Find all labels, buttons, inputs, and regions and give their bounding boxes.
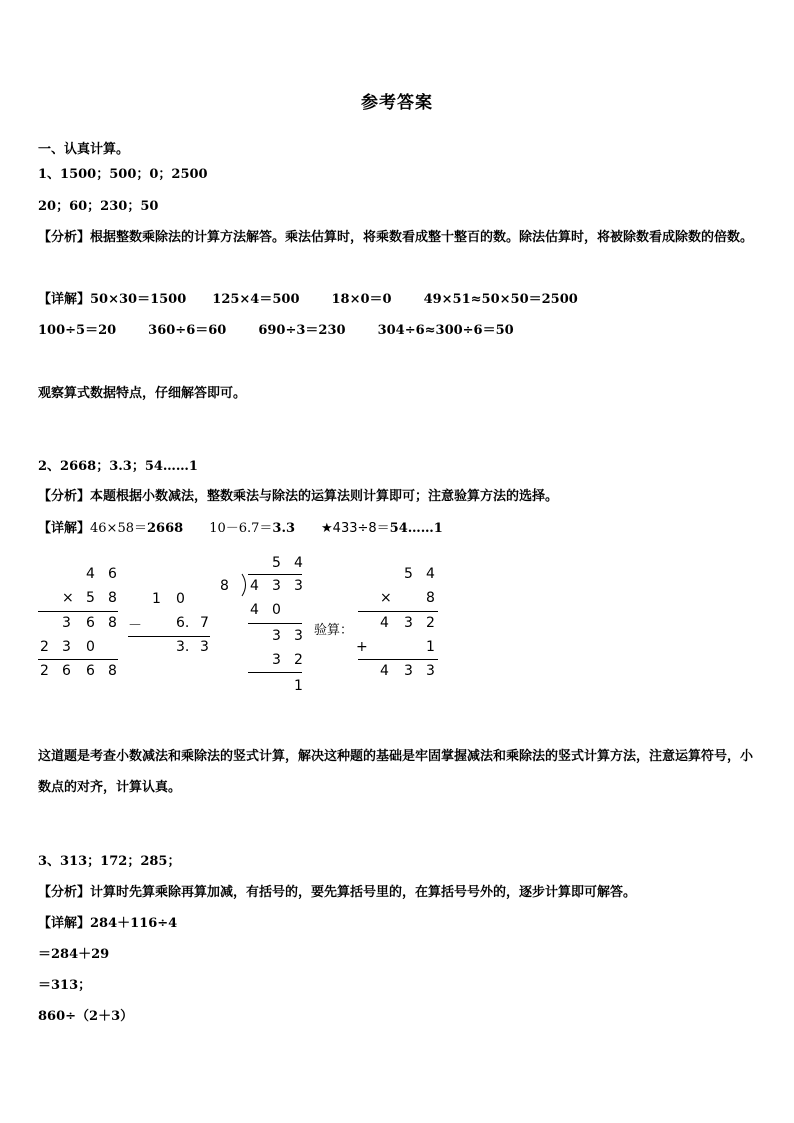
expr-result: 54……1 — [389, 521, 443, 536]
digit: 3 — [272, 652, 281, 668]
division-bar — [248, 574, 302, 575]
expr-result: 2668 — [147, 521, 184, 536]
digit: 2 — [426, 615, 435, 631]
digit: 5 — [86, 590, 95, 606]
division-bracket-icon — [240, 573, 250, 597]
digit: 0 — [176, 591, 185, 607]
operator: × — [380, 590, 392, 606]
operator: － — [128, 618, 142, 634]
digit: 6 — [86, 663, 95, 679]
rule-line — [38, 659, 118, 660]
expr: 690÷3＝230 — [258, 323, 346, 338]
operator: × — [62, 590, 74, 606]
digit: 3 — [62, 639, 71, 655]
q1-note: 观察算式数据特点，仔细解答即可。 — [38, 386, 247, 401]
analysis-tag: 【分析】 — [38, 489, 91, 504]
digit: 3. — [176, 639, 190, 655]
q3-analysis — [38, 885, 636, 901]
digit: 4 — [250, 602, 259, 618]
digit: 3 — [294, 628, 303, 644]
remainder: 1 — [294, 678, 303, 694]
digit: 8 — [108, 663, 117, 679]
expr: 18×0＝0 — [331, 292, 392, 307]
expr: 100÷5＝20 — [38, 323, 117, 338]
digit: 3 — [426, 663, 435, 679]
rule-line — [358, 611, 438, 612]
operator: + — [356, 639, 368, 655]
detail-tag: 【详解】 — [38, 916, 91, 931]
digit: 2 — [294, 652, 303, 668]
expr-result: 3.3 — [272, 521, 296, 536]
q1-answer-line2: 20；60；230；50 — [38, 199, 159, 214]
analysis-text: 根据整数乘除法的计算方法解答。乘法估算时，将乘数看成整十整百的数。除法估算时，将被除数看成除数的倍数。 — [90, 230, 754, 245]
digit: 3 — [272, 628, 281, 644]
expr: 304÷6≈300÷6＝50 — [377, 323, 514, 338]
q3-detail — [38, 916, 177, 932]
digit: 2 — [40, 639, 49, 655]
expr: 10－6.7＝ — [209, 521, 273, 536]
digit: 1 — [426, 639, 435, 655]
digit: 3 — [62, 615, 71, 631]
analysis-tag: 【分析】 — [38, 230, 91, 245]
expr: 125×4＝500 — [212, 292, 300, 307]
q2-answer: 2、2668；3.3；54……1 — [38, 459, 198, 474]
digit: 4 — [426, 566, 435, 582]
digit: 1 — [152, 591, 161, 607]
expr: 49×51≈50×50＝2500 — [423, 292, 578, 307]
digit: 3 — [404, 615, 413, 631]
digit: 0 — [272, 602, 281, 618]
expr: 46×58＝ — [90, 521, 147, 536]
rule-line — [38, 611, 118, 612]
q2-analysis — [38, 489, 558, 505]
digit: 4 — [294, 555, 303, 571]
page-title: 参考答案 — [361, 93, 433, 113]
expr: ★433÷8＝ — [321, 521, 390, 536]
analysis-text: 本题根据小数减法，整数乘法与除法的运算法则计算即可；注意验算方法的选择。 — [90, 489, 559, 504]
digit: 4 — [86, 566, 95, 582]
digit: 2 — [40, 663, 49, 679]
analysis-text: 计算时先算乘除再算加减，有括号的，要先算括号里的，在算括号号外的，逐步计算即可解答。 — [90, 885, 637, 900]
verify-label: 验算： — [314, 623, 354, 638]
digit: 3 — [294, 578, 303, 594]
step: 284＋116÷4 — [90, 916, 178, 931]
digit: 3 — [272, 578, 281, 594]
digit: 8 — [108, 615, 117, 631]
digit: 3 — [404, 663, 413, 679]
q1-detail-row2 — [38, 323, 514, 339]
digit: 6 — [62, 663, 71, 679]
divisor: 8 — [220, 578, 229, 594]
rule-line — [248, 623, 302, 624]
rule-line — [248, 672, 302, 673]
digit: 0 — [86, 639, 95, 655]
digit: 4 — [380, 615, 389, 631]
digit: 6 — [86, 615, 95, 631]
digit: 6. — [176, 615, 190, 631]
digit: 4 — [250, 578, 259, 594]
rule-line — [128, 636, 210, 637]
digit: 6 — [108, 566, 117, 582]
q1-analysis — [38, 222, 760, 253]
q3-step: ＝313； — [38, 978, 92, 993]
digit: 8 — [426, 590, 435, 606]
digit: 5 — [404, 566, 413, 582]
q1-answer-line1: 1、1500；500；0；2500 — [38, 167, 208, 182]
analysis-tag: 【分析】 — [38, 885, 91, 900]
digit: 5 — [272, 555, 281, 571]
expr: 50×30＝1500 — [90, 292, 187, 307]
detail-tag: 【详解】 — [38, 292, 91, 307]
q2-note: 这道题是考查小数减法和乘除法的竖式计算，解决这种题的基础是牢固掌握减法和乘除法的竖式计算方法，注意运算符号，小数点的对齐，计算认真。 — [38, 749, 754, 795]
q1-detail-row1 — [38, 292, 578, 308]
expr: 360÷6＝60 — [148, 323, 227, 338]
detail-tag: 【详解】 — [38, 521, 91, 536]
digit: 7 — [200, 615, 209, 631]
q3-step: 860÷（2＋3） — [38, 1009, 134, 1024]
digit: 3 — [200, 639, 209, 655]
digit: 8 — [108, 590, 117, 606]
q3-answer: 3、313；172；285； — [38, 854, 181, 869]
q2-detail — [38, 521, 443, 537]
digit: 4 — [380, 663, 389, 679]
q3-step: ＝284＋29 — [38, 947, 110, 962]
rule-line — [358, 659, 438, 660]
section-heading: 一、认真计算。 — [38, 142, 130, 157]
